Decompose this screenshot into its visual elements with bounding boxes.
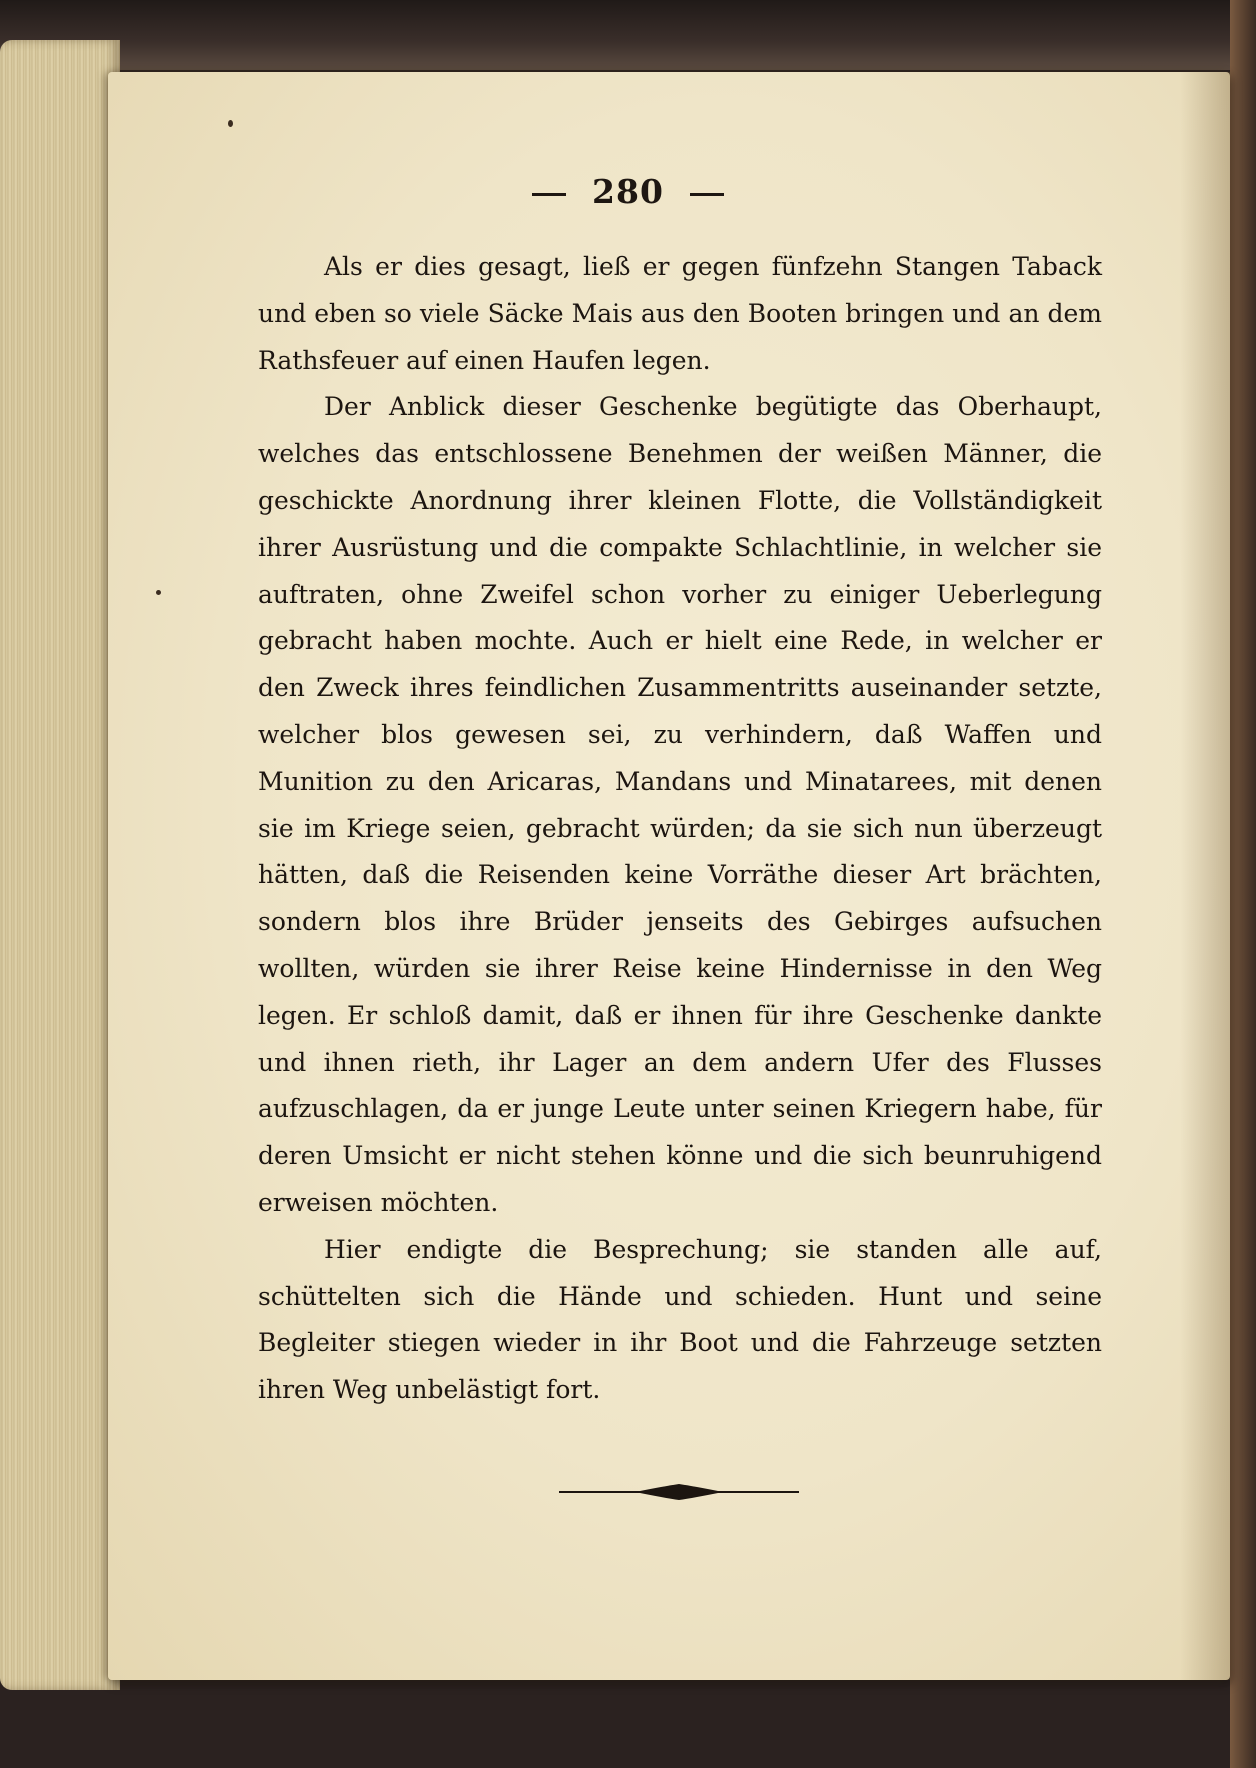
page-edges [0,40,120,1690]
paragraph: Der Anblick dieser Geschenke begütigte das Oberhaupt, welches das entschlossene Benehmen der weißen Männer, die geschickte Anordnung ihrer kleinen Flotte, die Vollständigkeit ihrer Ausrüstung und die compakte Schlachtlinie, in welcher sie auftraten, ohne Zweifel schon vorher zu einiger Ueberlegung gebracht haben mochte. Auch er hielt eine Rede, in welcher er den Zweck ihres feindlichen Zusammentritts auseinander setzte, welcher blos gewesen sei, zu verhindern, daß Waffen und Munition zu den Aricaras, Mandans und Minatarees, mit denen sie im Kriege seien, gebracht würden; da sie sich nun überzeugt hätten, daß die Reisenden keine Vorräthe dieser Art brächten, sondern blos ihre Brüder jenseits des Gebirges aufsuchen wollten, würden sie ihrer Reise keine Hindernisse in den Weg legen. Er schloß damit, daß er ihnen für ihre Geschenke dankte und ihnen rieth, ihr Lager an dem andern Ufer des Flusses aufzuschlagen, da er junge Leute unter seinen Kriegern habe, für deren Umsicht er nicht stehen könne und die sich beunruhigend erweisen möchten. [258,392,1102,1217]
paragraph: Hier endigte die Besprechung; sie standen alle auf, schüttelten sich die Hände und schieden. Hunt und seine Begleiter stiegen wieder in ihr Boot und die Fahrzeuge setzten ihren Weg unbelästigt fort. [258,1234,1102,1405]
book-spine-shadow [1230,0,1256,1768]
header-dash-right [690,193,724,196]
page-number: 280 [592,172,664,211]
end-ornament [555,1480,803,1504]
paragraph: Als er dies gesagt, ließ er gegen fünfzehn Stangen Taback und eben so viele Säcke Mais aus den Booten bringen und an dem Rathsfeuer auf einen Haufen legen. [258,252,1102,375]
ink-speck [228,120,233,127]
header-dash-left [532,193,566,196]
ink-speck [156,590,161,595]
background-top [0,0,1256,70]
page-header [0,172,1256,211]
body-text [258,244,1102,1414]
